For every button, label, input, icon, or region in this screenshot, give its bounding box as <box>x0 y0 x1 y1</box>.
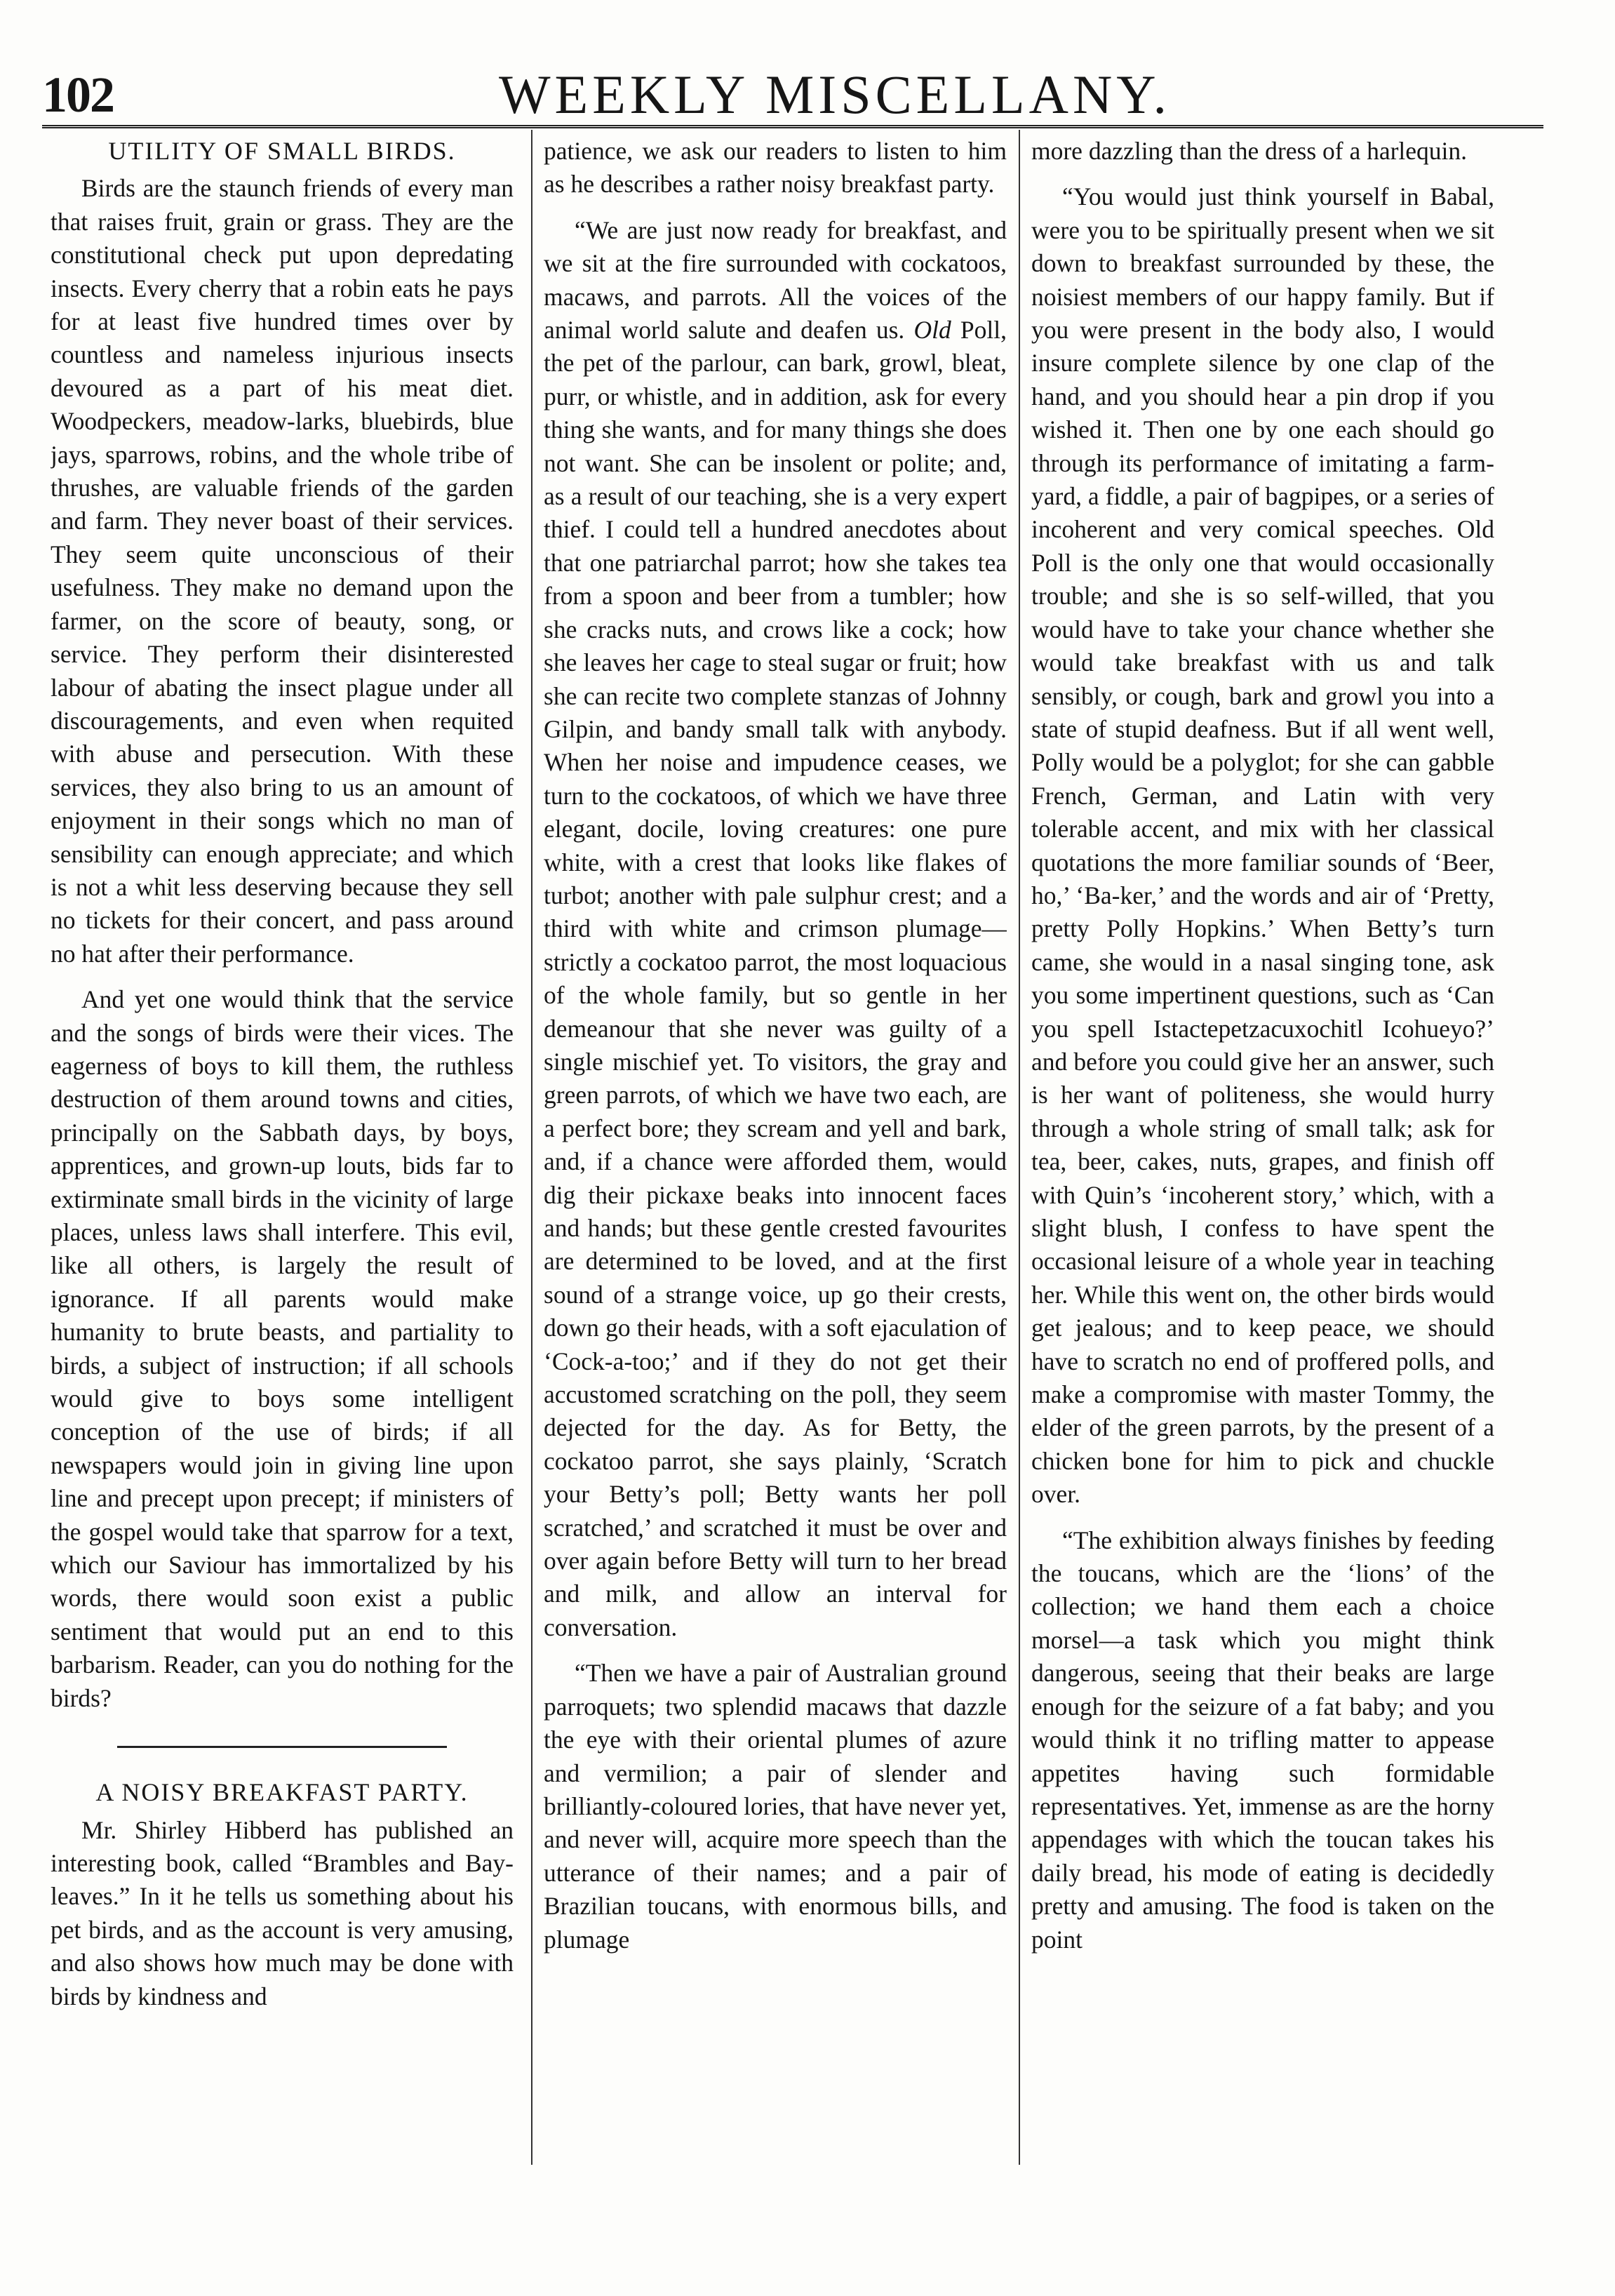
column-1 <box>51 135 514 2163</box>
column-2 <box>544 135 1007 2163</box>
article-paragraph: “Then we have a pair of Australian ground parroquets; two splendid macaws that dazzle the eye with their oriental plumes of azure and vermilion; a pair of slender and brilliantly-coloured lories, that have never yet, and never will, acquire more speech than the utterance of their names; and a pair of Brazilian toucans, with enormous bills, and plumage <box>544 1659 1007 1954</box>
running-title: WEEKLY MISCELLANY. <box>498 64 1172 125</box>
column-3 <box>1031 135 1494 2163</box>
column-rule <box>1019 130 1020 2165</box>
article-paragraph: “You would just think yourself in Babal, were you to be spiritually present when we sit down to breakfast surrounded by these, the noisiest members of our happy family. But if you were present in the body also, I would insure complete silence by one clap of the hand, and you should hear a pin drop if you wished it. Then one by one each should go through its performance of imitating a farm-yard, a fiddle, a pair of bagpipes, or a series of incoherent and very comical speeches. Old Poll is the only one that would occasionally trouble; and she is so self-willed, that you would have to take your chance whether she would take breakfast with us and talk sensibly, or cough, bark and growl you into a state of stupid deafness. But if all went well, Polly would be a polyglot; for she can gabble French, German, and Latin with very tolerable accent, and mix with her classical quotations the more familiar sounds of ‘Beer, ho,’ ‘Ba-ker,’ and the words and air of ‘Pretty, pretty Polly Hopkins.’ When Betty’s turn came, she would in a nasal singing tone, ask you some impertinent questions, such as ‘Can you spell Istactepetzacuxochitl Icohueyo?’ and before you could give her an answer, such is her want of politeness, she would hurry through a whole string of small talk; ask for tea, beer, cakes, nuts, grapes, and finish off with Quin’s ‘incoherent story,’ which, with a slight blush, I confess to have spent the occasional leisure of a whole year in teaching her. While this went on, the other birds would get jealous; and to keep peace, we should have to scratch no end of proffered polls, and make a compromise with master Tommy, the elder of the green parrots, by the present of a chicken bone for him to pick and chuckle over. <box>1031 182 1494 1509</box>
italic-text-run: Old <box>913 316 951 345</box>
section-separator <box>117 1746 447 1748</box>
article-paragraph: Mr. Shirley Hibberd has published an interesting book, called “Brambles and Bay-leaves.” In it he tells us something about his pet birds, and as the account is very amusing, and also shows how much may be done with birds by kindness and <box>51 1815 514 2010</box>
article-paragraph-continued: more dazzling than the dress of a harlequin. <box>1031 137 1468 165</box>
article-paragraph: “The exhibition always finishes by feeding the toucans, which are the ‘lions’ of the collection; we hand them each a choice morsel—a task which you might think dangerous, seeing that their beaks are large enough for the seizure of a fat baby; and you would think it no trifling matter to appease appetites having such formidable representatives. Yet, immense as are the horny appendages with which the toucan takes his daily bread, his mode of eating is decidedly pretty and amusing. The food is taken on the point <box>1031 1526 1494 1954</box>
article-title-small-birds: UTILITY OF SMALL BIRDS. <box>108 137 456 165</box>
column-rule <box>531 130 532 2165</box>
article-paragraph-continued: patience, we ask our readers to listen to him as he describes a rather noisy breakfast party. <box>544 137 1007 199</box>
header-rule <box>42 125 1543 128</box>
article-paragraph <box>544 214 1007 1644</box>
article-paragraph: Birds are the staunch friends of every man that raises fruit, grain or grass. They are the constitutional check put upon depredating insects. Every cherry that a robin eats he pays for at least five hundred times over by countless and nameless injurious insects devoured as a part of his meat diet. Woodpeckers, meadow-larks, bluebirds, blue jays, sparrows, robins, and the whole tribe of thrushes, are valuable friends of the garden and farm. They never boast of their services. They seem quite unconscious of their usefulness. They make no demand upon the farmer, on the score of beauty, song, or service. They perform their disinterested labour of abating the insect plague under all discouragements, and even when requited with abuse and persecution. With these services, they also bring to us an amount of enjoyment in their songs which no man of sensibility can enough appreciate; and which is not a whit less deserving because they sell no tickets for their concert, and pass around no hat after their performance. <box>51 174 514 968</box>
page-header <box>42 63 1543 140</box>
text-run: “We are just now ready for breakfast, and we sit at the fire surrounded with cockatoos, macaws, and parrots. All the voices of the animal world salute and deafen us. <box>544 215 1007 345</box>
text-run: Poll, the pet of the parlour, can bark, growl, bleat, purr, or whistle, and in addition, ask for every thing she wants, and for many things she does not want. She can be insolent or polite; and, as a result of our teaching, she is a very expert thief. I could tell a hundred anecdotes about that one patriarchal parrot; how she takes tea from a spoon and beer from a tumbler; how she cracks nuts, and crows like a cock; how she leaves her cage to steal sugar or fruit; how she can recite two complete stanzas of Johnny Gilpin, and bandy small talk with anybody. When her noise and impudence ceases, we turn to the cockatoos, of which we have three elegant, docile, loving creatures: one pure white, with a crest that looks like flakes of turbot; another with pale sulphur crest; and a third with white and crimson plumage—strictly a cockatoo parrot, the most loquacious of the whole family, but so gentle in her demeanour that she never was guilty of a single mischief yet. To visitors, the gray and green parrots, of which we have two each, are a perfect bore; they scream and yell and bark, and, if a chance were afforded them, would dig their pickaxe beaks into innocent faces and hands; but these gentle crested favourites are determined to be loved, and at the first sound of a strange voice, up go their crests, down go their heads, with a soft ejaculation of ‘Cock-a-too;’ and if they do not get their accustomed scratching on the poll, they seem dejected for the day. As for Betty, the cockatoo parrot, she says plainly, ‘Scratch your Betty’s poll; Betty wants her poll scratched,’ and scratched it must be over and over again before Betty will turn to her bread and milk, and allow an interval for conversation. <box>544 316 1007 1641</box>
article-paragraph: And yet one would think that the service and the songs of birds were their vices. The eagerness of boys to kill them, the ruthless destruction of them around towns and cities, principally on the Sabbath days, by boys, apprentices, and grown-up louts, bids far to extirminate small birds in the vicinity of large places, unless laws shall interfere. This evil, like all others, is largely the result of ignorance. If all parents would make humanity to brute beasts, and partiality to birds, a subject of instruction; if all schools would give to boys some intelligent conception of the use of birds; if all newspapers would join in giving line upon line and precept upon precept; if ministers of the gospel would take that sparrow for a text, which our Saviour has immortalized by his words, there would soon exist a public sentiment that would put an end to this barbarism. Reader, can you do nothing for the birds? <box>51 985 514 1712</box>
page-number: 102 <box>42 67 114 123</box>
article-title-breakfast-party: A NOISY BREAKFAST PARTY. <box>95 1778 469 1807</box>
